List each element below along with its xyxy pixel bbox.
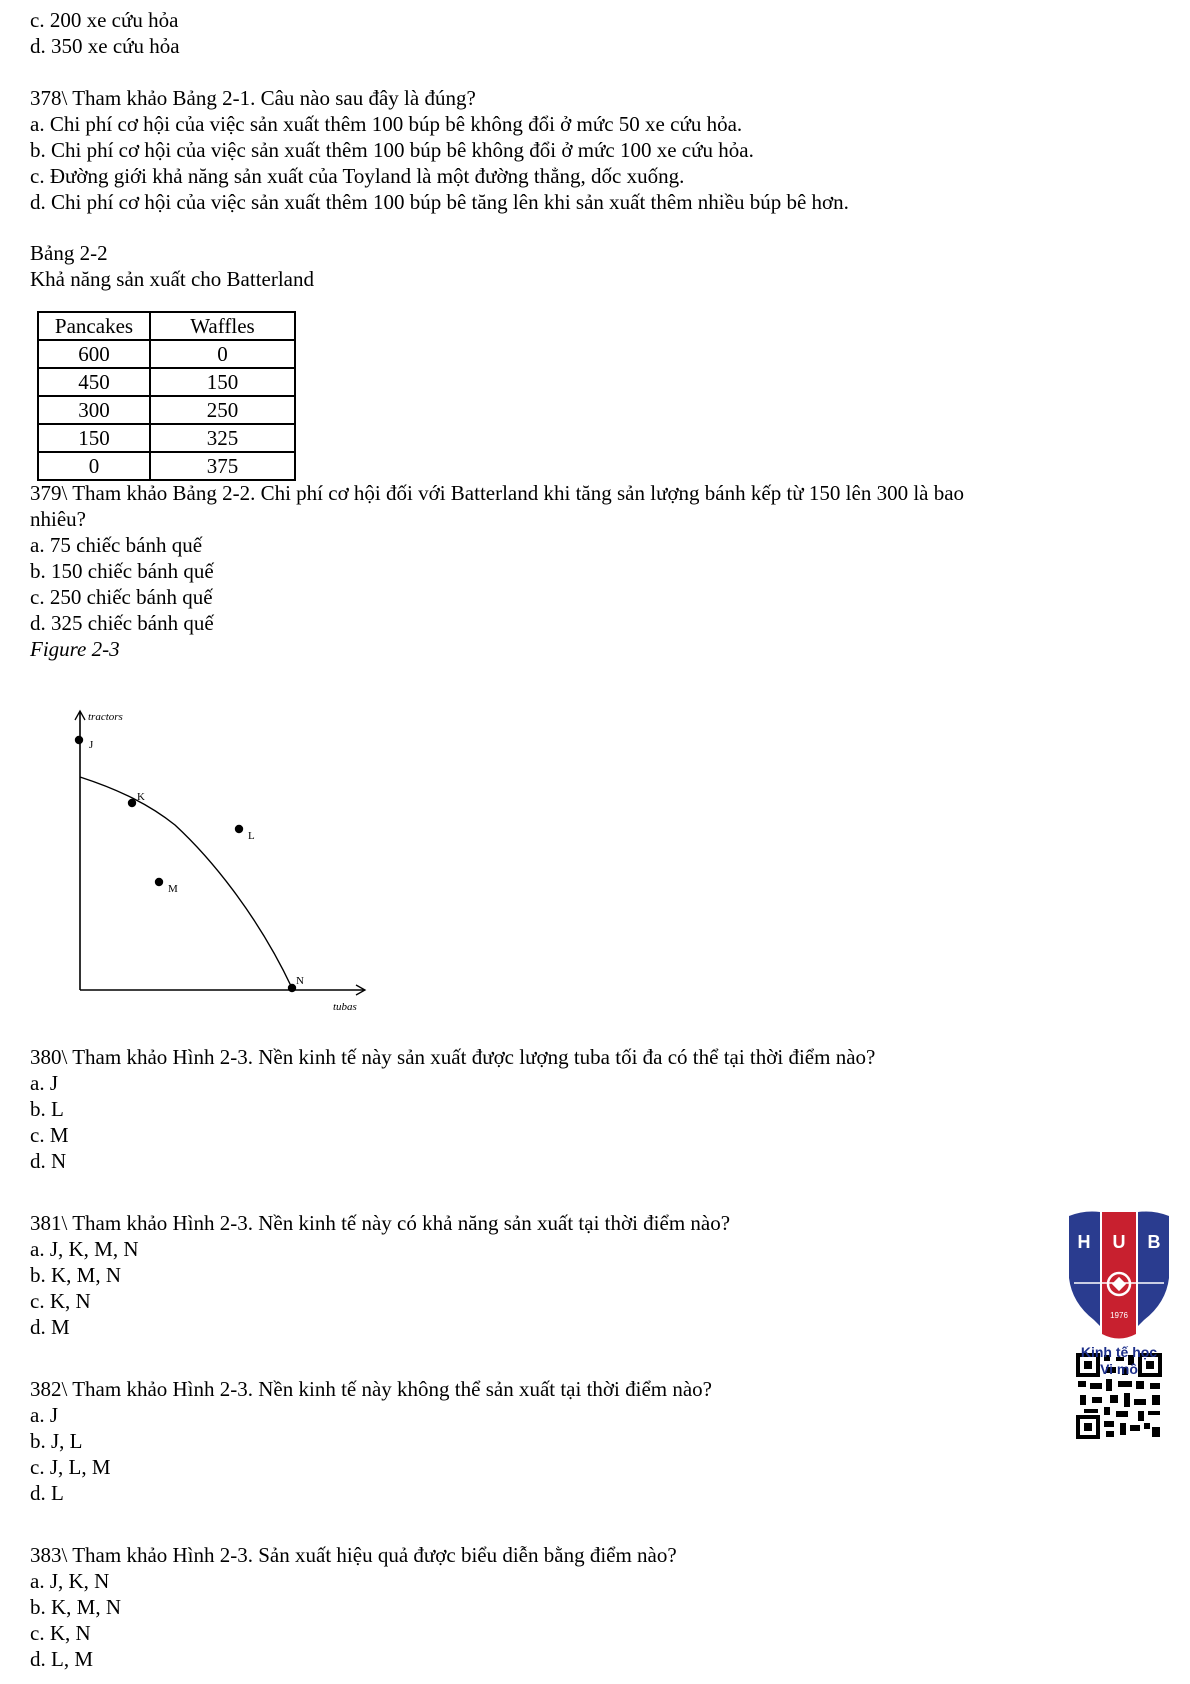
shield-left <box>1069 1212 1100 1327</box>
cell-waffles: 150 <box>150 368 295 396</box>
q378-option-b: b. Chi phí cơ hội của việc sản xuất thêm 100 búp bê không đổi ở mức 100 xe cứu hỏa. <box>30 138 754 162</box>
question-382: 382\ Tham khảo Hình 2-3. Nền kinh tế này không thể sản xuất tại thời điểm nào? <box>30 1377 712 1401</box>
q382-option-c: c. J, L, M <box>30 1455 111 1479</box>
ppf-curve <box>80 777 292 988</box>
cell-pancakes: 600 <box>38 340 150 368</box>
question-378: 378\ Tham khảo Bảng 2-1. Câu nào sau đây là đúng? <box>30 86 476 110</box>
figure-title: Figure 2-3 <box>30 637 120 661</box>
q383-option-d: d. L, M <box>30 1647 93 1671</box>
cell-pancakes: 450 <box>38 368 150 396</box>
cell-waffles: 250 <box>150 396 295 424</box>
q379-option-b: b. 150 chiếc bánh quế <box>30 559 214 583</box>
header-pancakes: Pancakes <box>38 312 150 340</box>
q380-option-d: d. N <box>30 1149 67 1173</box>
cell-pancakes: 150 <box>38 424 150 452</box>
point-k <box>128 799 136 807</box>
question-381: 381\ Tham khảo Hình 2-3. Nền kinh tế này có khả năng sản xuất tại thời điểm nào? <box>30 1211 731 1235</box>
point-label-m: M <box>168 883 178 895</box>
q381-option-a: a. J, K, M, N <box>30 1237 139 1261</box>
logo-letter-b: B <box>1147 1232 1161 1252</box>
question-379-line2: nhiêu? <box>30 507 86 531</box>
q381-option-b: b. K, M, N <box>30 1263 122 1287</box>
cell-waffles: 375 <box>150 452 295 480</box>
logo-caption-line1: Kinh tế học <box>1080 1344 1158 1360</box>
q381-option-c: c. K, N <box>30 1289 91 1313</box>
q378-option-a: a. Chi phí cơ hội của việc sản xuất thêm 100 búp bê không đổi ở mức 50 xe cứu hỏa. <box>30 112 743 136</box>
cell-waffles: 0 <box>150 340 295 368</box>
logo-letter-u: U <box>1112 1232 1126 1252</box>
point-label-k: K <box>137 791 145 803</box>
option-c: c. 200 xe cứu hỏa <box>30 8 179 32</box>
point-j <box>75 736 83 744</box>
option-d: d. 350 xe cứu hỏa <box>30 34 180 58</box>
q381-option-d: d. M <box>30 1315 70 1339</box>
q382-option-d: d. L <box>30 1481 64 1505</box>
point-m <box>155 878 163 886</box>
table-label: Bảng 2-2 <box>30 241 108 265</box>
cell-waffles: 325 <box>150 424 295 452</box>
header-waffles: Waffles <box>150 312 295 340</box>
q380-option-b: b. L <box>30 1097 64 1121</box>
point-n <box>288 984 296 992</box>
point-label-n: N <box>296 975 304 987</box>
q378-option-c: c. Đường giới khả năng sản xuất của Toyland là một đường thẳng, dốc xuống. <box>30 164 685 188</box>
q378-option-d: d. Chi phí cơ hội của việc sản xuất thêm 100 búp bê tăng lên khi sản xuất thêm nhiều búp bê hơn. <box>30 190 849 214</box>
hub-logo <box>1064 1208 1174 1468</box>
shield-right <box>1138 1212 1169 1327</box>
question-383: 383\ Tham khảo Hình 2-3. Sản xuất hiệu quả được biểu diễn bằng điểm nào? <box>30 1543 677 1567</box>
q383-option-b: b. K, M, N <box>30 1595 122 1619</box>
q379-option-d: d. 325 chiếc bánh quế <box>30 611 214 635</box>
point-label-l: L <box>248 830 255 842</box>
logo-year: 1976 <box>1110 1311 1128 1320</box>
q382-option-a: a. J <box>30 1403 58 1427</box>
q380-option-c: c. M <box>30 1123 69 1147</box>
logo-caption-line2: Vi mô <box>1100 1361 1138 1377</box>
q383-option-c: c. K, N <box>30 1621 91 1645</box>
cell-pancakes: 0 <box>38 452 150 480</box>
question-380: 380\ Tham khảo Hình 2-3. Nền kinh tế này sản xuất được lượng tuba tối đa có thể tại thời điểm nào? <box>30 1045 876 1069</box>
y-axis-label: tractors <box>88 711 123 723</box>
q380-option-a: a. J <box>30 1071 58 1095</box>
point-label-j: J <box>89 739 94 751</box>
q383-option-a: a. J, K, N <box>30 1569 110 1593</box>
logo-letter-h: H <box>1077 1232 1091 1252</box>
cell-pancakes: 300 <box>38 396 150 424</box>
table-caption: Khả năng sản xuất cho Batterland <box>30 267 314 291</box>
question-379-line1: 379\ Tham khảo Bảng 2-2. Chi phí cơ hội đối với Batterland khi tăng sản lượng bánh kếp từ 150 lên 300 là bao <box>30 481 965 505</box>
ppf-figure <box>0 0 400 1020</box>
q379-option-a: a. 75 chiếc bánh quế <box>30 533 203 557</box>
x-axis-label: tubas <box>333 1001 357 1013</box>
point-l <box>235 825 243 833</box>
q382-option-b: b. J, L <box>30 1429 83 1453</box>
q379-option-c: c. 250 chiếc bánh quế <box>30 585 213 609</box>
